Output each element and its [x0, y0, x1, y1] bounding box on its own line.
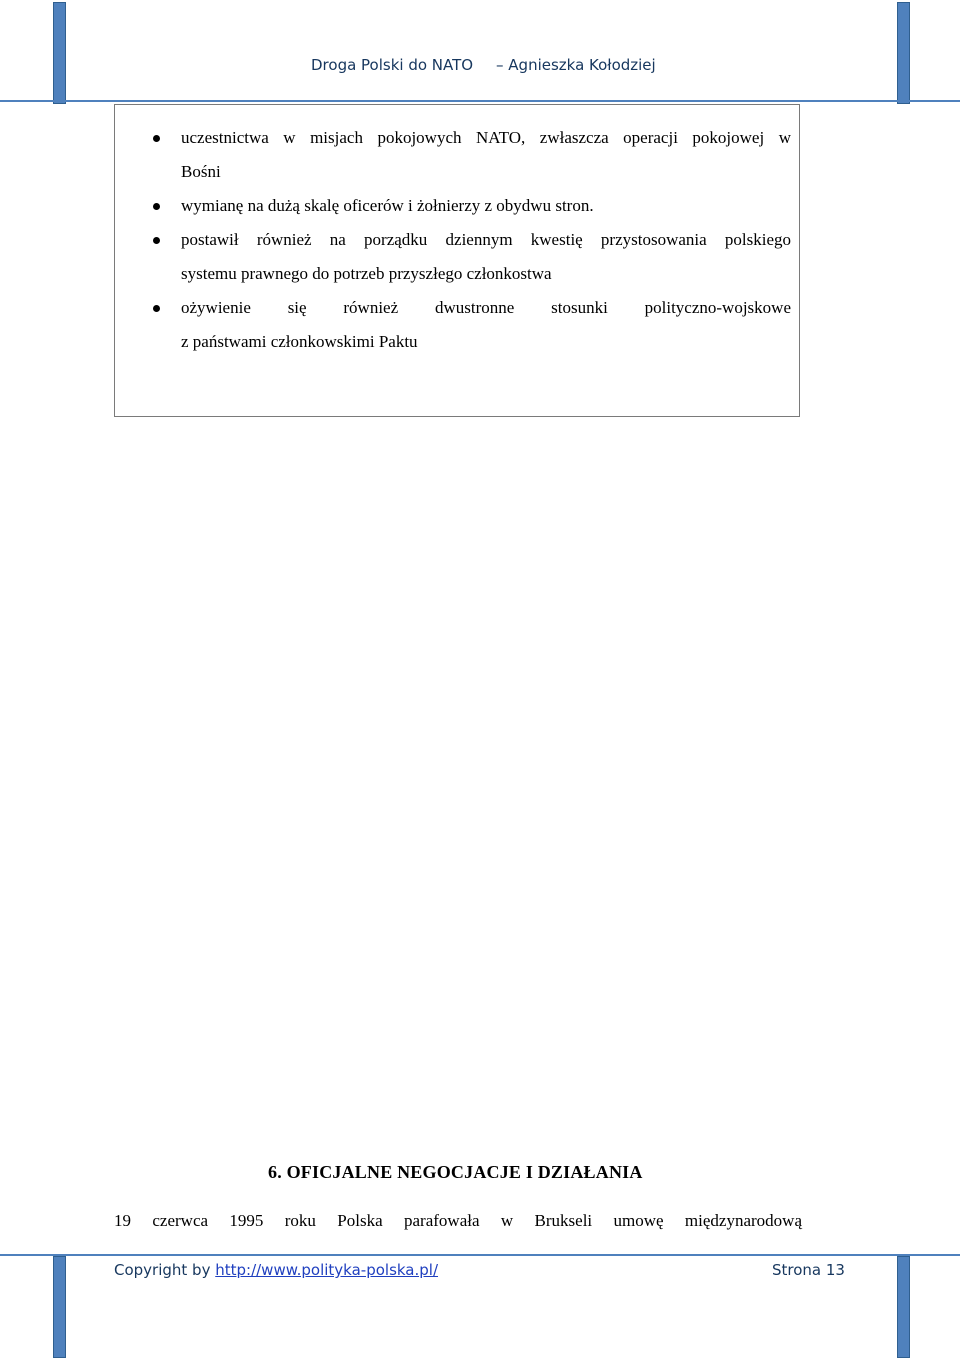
bullet-icon	[153, 237, 160, 244]
bullet-icon	[153, 135, 160, 142]
header-title-main: Droga Polski do NATO	[311, 56, 474, 74]
list-item	[181, 189, 791, 223]
footer-left-bar	[53, 1256, 66, 1358]
footer-rule	[0, 1254, 960, 1256]
bullet-icon	[153, 203, 160, 210]
list-item	[181, 223, 791, 291]
header-left-bar	[53, 2, 66, 104]
footer-right-bar	[897, 1256, 910, 1358]
header-title-author	[496, 56, 656, 74]
header-author-name: Agnieszka Kołodziej	[508, 56, 656, 74]
list-item-line: Bośni	[181, 162, 221, 181]
list-item-line: uczestnictwa w misjach pokojowych NATO, zwłaszcza operacji pokojowej w	[181, 128, 791, 147]
list-item-line: systemu prawnego do potrzeb przyszłego członkostwa	[181, 264, 552, 283]
list-item	[181, 121, 791, 189]
list-item	[181, 291, 791, 359]
header-dash: –	[496, 56, 504, 74]
page-number: Strona 13	[772, 1261, 845, 1279]
header-rule	[0, 100, 960, 102]
header-right-bar	[897, 2, 910, 104]
body-paragraph-line: 19 czerwca 1995 roku Polska parafowała w Brukseli umowę międzynarodową	[114, 1211, 802, 1230]
website-link[interactable]: http://www.polityka-polska.pl/	[215, 1261, 439, 1279]
list-item-line: ożywienie się również dwustronne stosunki polityczno-wojskowe	[181, 298, 791, 317]
bullet-icon	[153, 305, 160, 312]
list-item-line: wymianę na dużą skalę oficerów i żołnierzy z obydwu stron.	[181, 196, 594, 215]
section-heading: 6. OFICJALNE NEGOCJACJE I DZIAŁANIA	[268, 1162, 643, 1182]
copyright-label: Copyright by	[114, 1261, 216, 1279]
list-item-line: z państwami członkowskimi Paktu	[181, 332, 418, 351]
bullet-box	[114, 104, 800, 417]
footer-copyright	[114, 1261, 438, 1279]
list-item-line: postawił również na porządku dziennym kwestię przystosowania polskiego	[181, 230, 791, 249]
